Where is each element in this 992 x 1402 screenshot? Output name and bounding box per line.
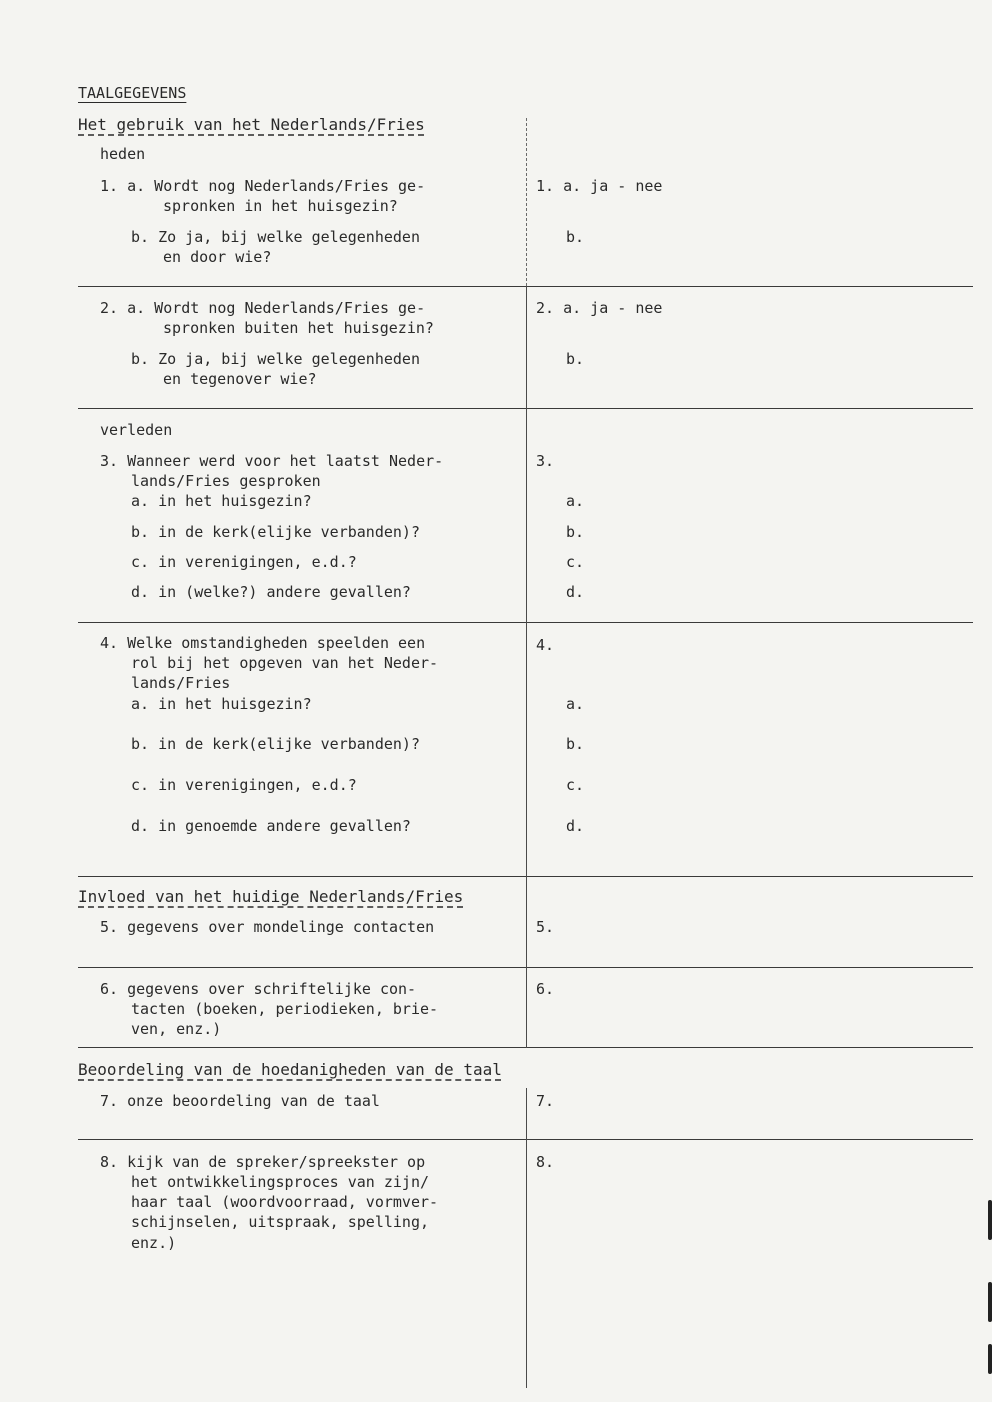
question-2a-cont: spronken buiten het huisgezin? bbox=[163, 319, 434, 337]
question-6: 6. gegevens over schriftelijke con- bbox=[100, 980, 417, 998]
question-8: 8. kijk van de spreker/spreekster op bbox=[100, 1153, 426, 1171]
section-heading-invloed: Invloed van het huidige Nederlands/Fries bbox=[78, 887, 464, 906]
question-2b-cont: en tegenover wie? bbox=[163, 370, 317, 388]
answer-1b[interactable]: b. bbox=[566, 228, 585, 246]
column-divider bbox=[526, 286, 527, 1048]
page-edge-mark bbox=[988, 1200, 992, 1240]
page-edge-mark bbox=[988, 1344, 992, 1374]
question-4b: b. in de kerk(elijke verbanden)? bbox=[131, 735, 420, 753]
answer-2a[interactable]: 2. a. ja - nee bbox=[536, 299, 663, 317]
answer-8[interactable]: 8. bbox=[536, 1153, 555, 1171]
answer-2b[interactable]: b. bbox=[566, 350, 585, 368]
question-4-cont2: lands/Fries bbox=[131, 674, 231, 692]
question-5: 5. gegevens over mondelinge contacten bbox=[100, 918, 435, 936]
answer-4c[interactable]: c. bbox=[566, 776, 585, 794]
question-6-cont1: tacten (boeken, periodieken, brie- bbox=[131, 1000, 439, 1018]
answer-4a[interactable]: a. bbox=[566, 695, 585, 713]
answer-3a[interactable]: a. bbox=[566, 492, 585, 510]
question-7: 7. onze beoordeling van de taal bbox=[100, 1092, 380, 1110]
answer-4d[interactable]: d. bbox=[566, 817, 585, 835]
question-1a: 1. a. Wordt nog Nederlands/Fries ge- bbox=[100, 177, 426, 195]
question-8-cont3: schijnselen, uitspraak, spelling, bbox=[131, 1213, 430, 1231]
question-4-cont1: rol bij het opgeven van het Neder- bbox=[131, 654, 439, 672]
question-2a: 2. a. Wordt nog Nederlands/Fries ge- bbox=[100, 299, 426, 317]
question-3b: b. in de kerk(elijke verbanden)? bbox=[131, 523, 420, 541]
question-2b: b. Zo ja, bij welke gelegenheden bbox=[131, 350, 420, 368]
question-3: 3. Wanneer werd voor het laatst Neder- bbox=[100, 452, 444, 470]
answer-3: 3. bbox=[536, 452, 555, 470]
subheading-verleden: verleden bbox=[100, 421, 173, 439]
question-1b-cont: en door wie? bbox=[163, 248, 272, 266]
form-title: TAALGEGEVENS bbox=[78, 84, 187, 102]
question-3c: c. in verenigingen, e.d.? bbox=[131, 553, 357, 571]
section-heading-gebruik: Het gebruik van het Nederlands/Fries bbox=[78, 115, 425, 134]
question-1a-cont: spronken in het huisgezin? bbox=[163, 197, 398, 215]
answer-3d[interactable]: d. bbox=[566, 583, 585, 601]
question-3d: d. in (welke?) andere gevallen? bbox=[131, 583, 411, 601]
question-8-cont4: enz.) bbox=[131, 1234, 177, 1252]
question-6-cont2: ven, enz.) bbox=[131, 1020, 222, 1038]
answer-7[interactable]: 7. bbox=[536, 1092, 555, 1110]
question-8-cont1: het ontwikkelingsproces van zijn/ bbox=[131, 1173, 430, 1191]
answer-6[interactable]: 6. bbox=[536, 980, 555, 998]
answer-5[interactable]: 5. bbox=[536, 918, 555, 936]
column-divider bbox=[526, 118, 527, 286]
question-1b: b. Zo ja, bij welke gelegenheden bbox=[131, 228, 420, 246]
question-8-cont2: haar taal (woordvoorraad, vormver- bbox=[131, 1193, 439, 1211]
subheading-heden: heden bbox=[100, 145, 146, 163]
answer-3c[interactable]: c. bbox=[566, 553, 585, 571]
column-divider bbox=[526, 1088, 527, 1388]
question-3a: a. in het huisgezin? bbox=[131, 492, 312, 510]
answer-4: 4. bbox=[536, 636, 555, 654]
question-4: 4. Welke omstandigheden speelden een bbox=[100, 634, 426, 652]
question-3-cont: lands/Fries gesproken bbox=[131, 472, 321, 490]
question-4a: a. in het huisgezin? bbox=[131, 695, 312, 713]
question-4c: c. in verenigingen, e.d.? bbox=[131, 776, 357, 794]
answer-4b[interactable]: b. bbox=[566, 735, 585, 753]
question-4d: d. in genoemde andere gevallen? bbox=[131, 817, 411, 835]
page-edge-mark bbox=[988, 1282, 992, 1322]
answer-3b[interactable]: b. bbox=[566, 523, 585, 541]
answer-1a[interactable]: 1. a. ja - nee bbox=[536, 177, 663, 195]
section-heading-beoordeling: Beoordeling van de hoedanigheden van de taal bbox=[78, 1060, 502, 1079]
